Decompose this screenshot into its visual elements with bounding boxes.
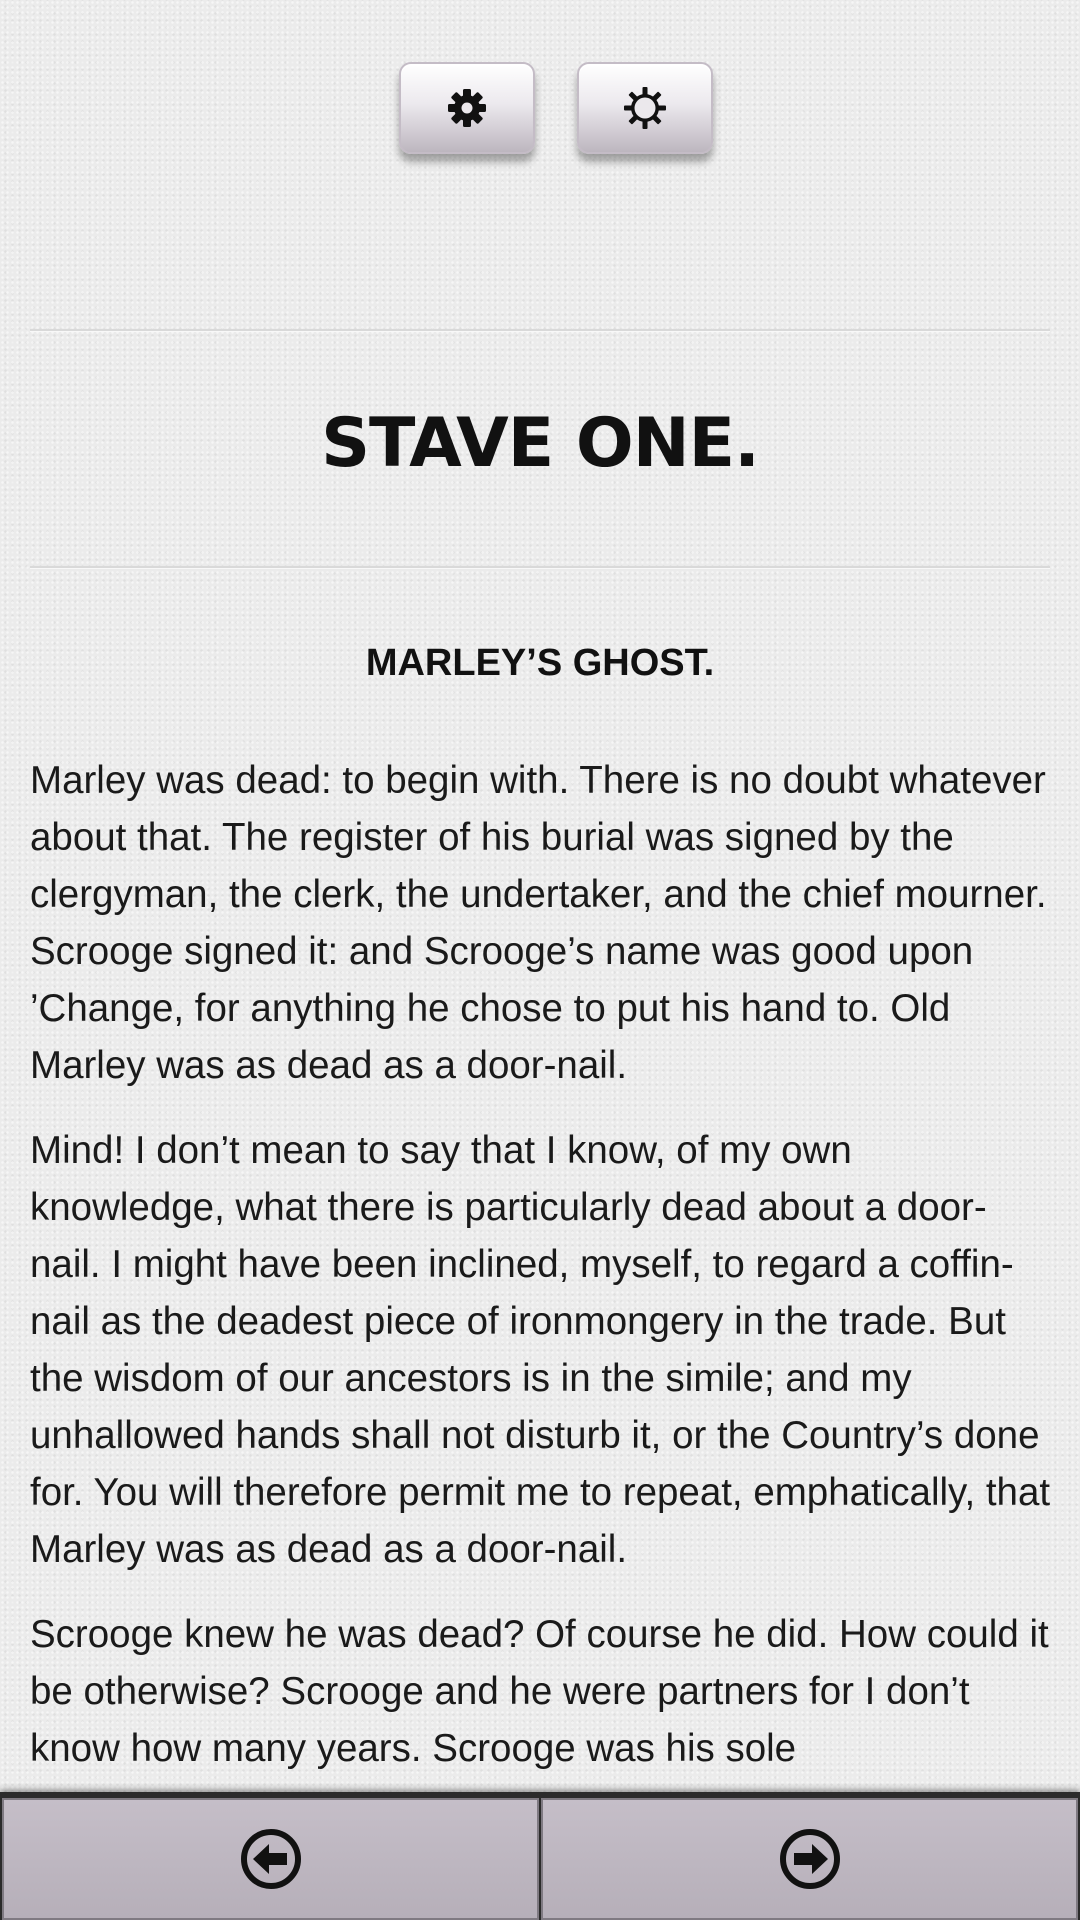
divider-bottom [30, 566, 1050, 569]
paragraph: Marley was dead: to begin with. There is no doubt whatever about that. The register of his burial was signed by the clergyman, the clerk, the undertaker, and the chief mourner. Scrooge signed it: and Scrooge’s name was good upon ’Change, for anything he chose to put his hand to. Old Marley was as dead as a door-nail. [30, 759, 1047, 1087]
chapter-body [30, 752, 1055, 1792]
divider-top [30, 329, 1050, 332]
paragraph: Mind! I don’t mean to say that I know, of my own knowledge, what there is particularly dead about a door-nail. I might have been inclined, myself, to regard a coffin-nail as the deadest piece of ironmongery in the trade. But the wisdom of our ancestors is in the simile; and my unhallowed hands shall not disturb it, or the Country’s done for. You will therefore permit me to repeat, emphatically, that Marley was as dead as a door-nail. [30, 1129, 1051, 1571]
chapter-subtitle: MARLEY’S GHOST. [365, 642, 715, 684]
settings-button[interactable] [399, 62, 535, 154]
chapter-title: STAVE ONE. [321, 404, 759, 483]
previous-page-button[interactable] [2, 1798, 539, 1920]
gear-icon [447, 88, 487, 128]
arrow-left-circle-icon [239, 1827, 303, 1891]
bottom-navigation [0, 1792, 1080, 1920]
arrow-right-circle-icon [778, 1827, 842, 1891]
sun-icon [623, 86, 667, 130]
brightness-button[interactable] [577, 62, 713, 154]
paragraph: Scrooge knew he was dead? Of course he did. How could it be otherwise? Scrooge and he were partners for I don’t know how many years. Scrooge was his sole [30, 1613, 1049, 1770]
top-toolbar [0, 62, 1080, 158]
next-page-button[interactable] [541, 1798, 1078, 1920]
